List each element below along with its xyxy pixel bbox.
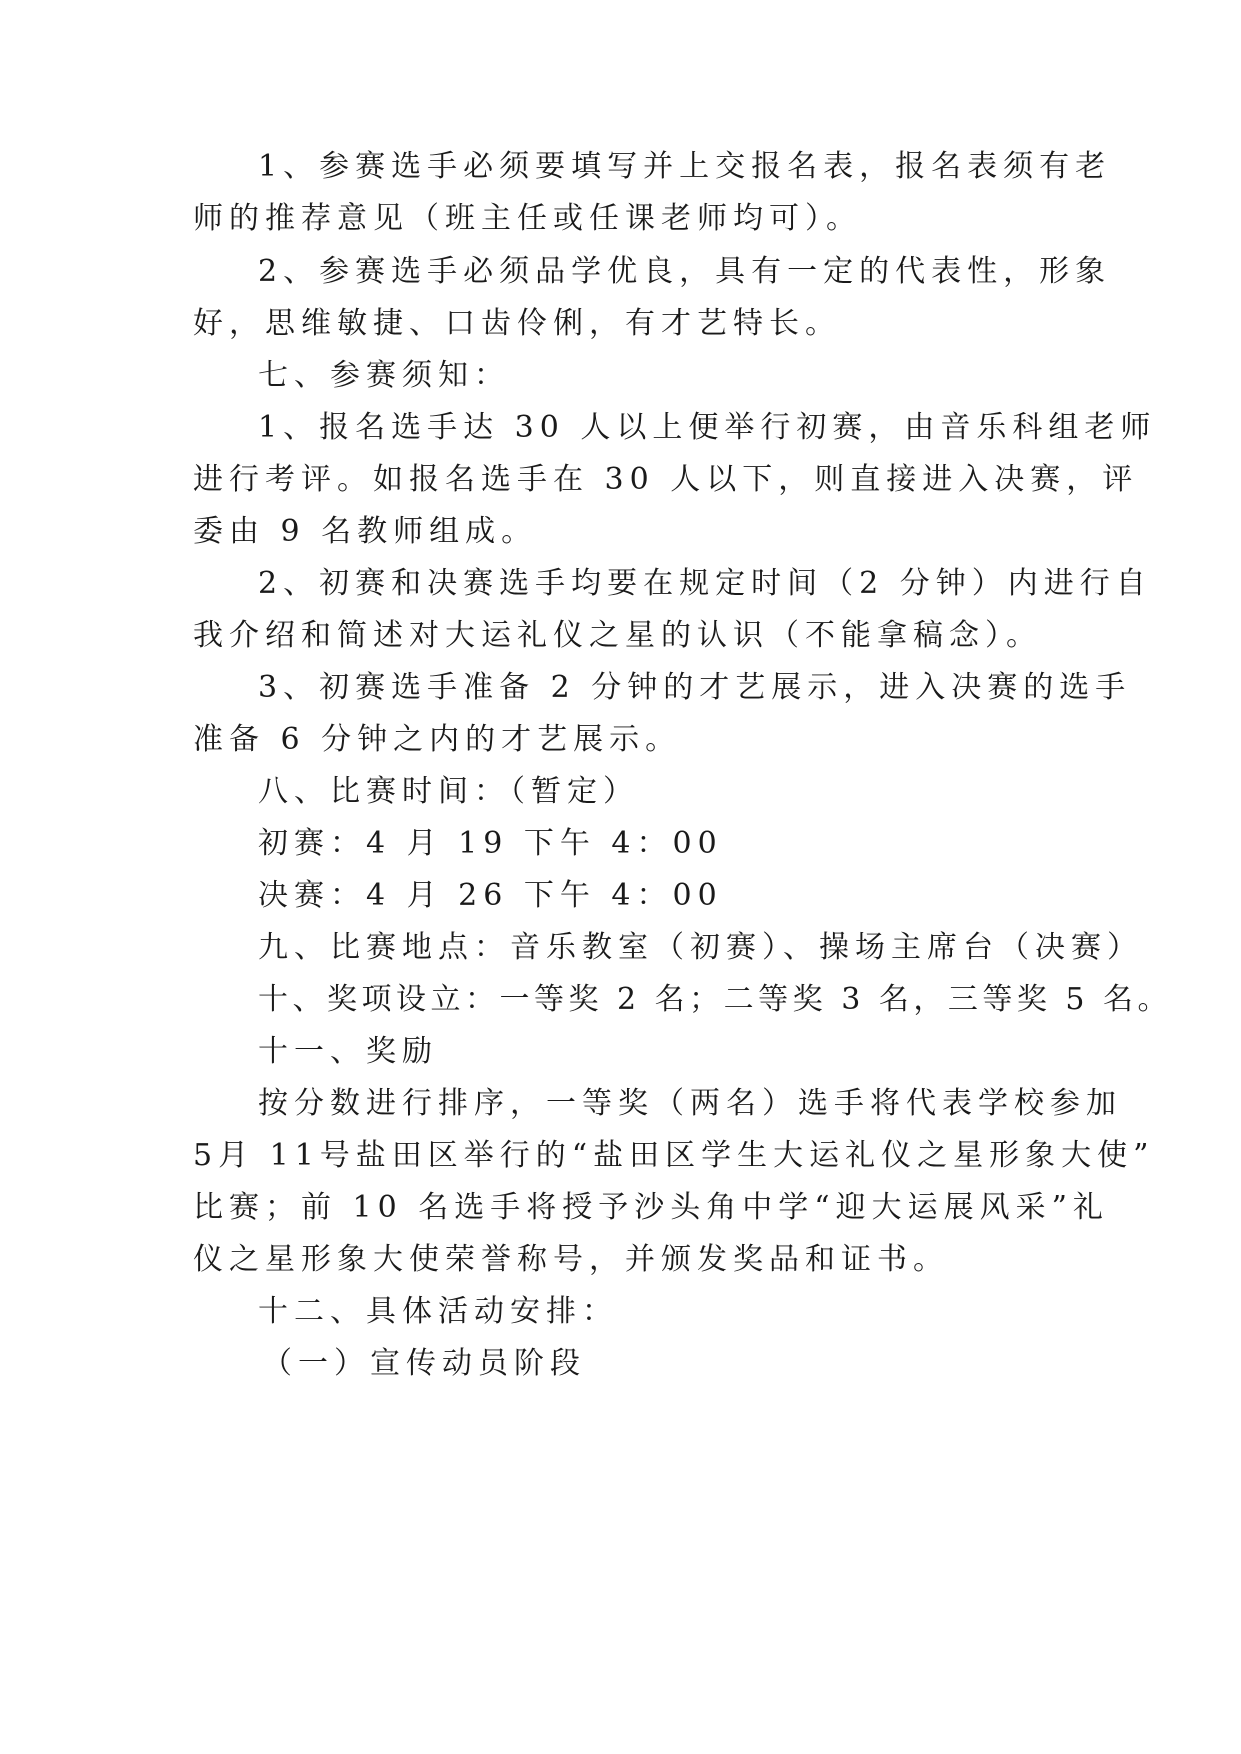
notice-3-line-1: 3、初赛选手准备 2 分钟的才艺展示，进入决赛的选手 (258, 670, 1132, 705)
rule-1-line-1: 1、参赛选手必须要填写并上交报名表，报名表须有老 (258, 149, 1112, 184)
notice-1-line-1: 1、报名选手达 30 人以上便举行初赛，由音乐科组老师 (258, 410, 1157, 445)
subsection-1-heading: （一）宣传动员阶段 (262, 1346, 586, 1381)
preliminary-time: 初赛：4 月 19 下午 4：00 (258, 826, 723, 861)
reward-line-1: 按分数进行排序，一等奖（两名）选手将代表学校参加 (258, 1086, 1122, 1121)
section-7-heading: 七、参赛须知： (258, 358, 510, 393)
section-8-heading: 八、比赛时间：（暂定） (258, 774, 639, 809)
rule-2-line-2: 好，思维敏捷、口齿伶俐，有才艺特长。 (193, 306, 841, 341)
notice-1-line-3: 委由 9 名教师组成。 (193, 514, 538, 549)
reward-line-2: 5月 11号盐田区举行的“盐田区学生大运礼仪之星形象大使” (193, 1138, 1155, 1173)
rule-1-line-2: 师的推荐意见（班主任或任课老师均可）。 (193, 201, 862, 236)
rule-2-line-1: 2、参赛选手必须品学优良，具有一定的代表性，形象 (258, 254, 1112, 289)
final-time: 决赛：4 月 26 下午 4：00 (258, 878, 723, 913)
section-9-venue: 九、比赛地点：音乐教室（初赛）、操场主席台（决赛） (258, 930, 1143, 965)
section-12-heading: 十二、具体活动安排： (258, 1294, 618, 1329)
notice-2-line-1: 2、初赛和决赛选手均要在规定时间（2 分钟）内进行自 (258, 566, 1152, 601)
notice-2-line-2: 我介绍和简述对大运礼仪之星的认识（不能拿稿念）。 (193, 618, 1042, 653)
notice-1-line-2: 进行考评。如报名选手在 30 人以下，则直接进入决赛，评 (193, 462, 1139, 497)
reward-line-3: 比赛；前 10 名选手将授予沙头角中学“迎大运展风采”礼 (193, 1190, 1109, 1225)
section-11-heading: 十一、奖励 (258, 1034, 438, 1069)
reward-line-4: 仪之星形象大使荣誉称号，并颁发奖品和证书。 (193, 1242, 949, 1277)
section-10-awards: 十、奖项设立：一等奖 2 名；二等奖 3 名，三等奖 5 名。 (258, 982, 1172, 1017)
notice-3-line-2: 准备 6 分钟之内的才艺展示。 (193, 722, 682, 757)
